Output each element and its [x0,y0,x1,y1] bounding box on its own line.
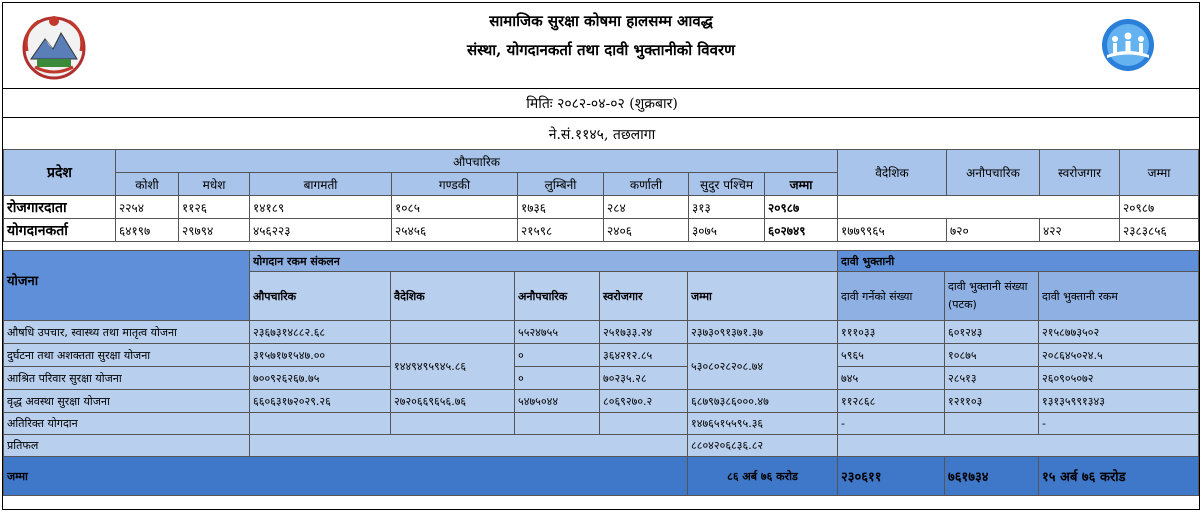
total-claim-times: ७६१७३४ [945,457,1039,496]
cell: - [838,413,945,435]
cell: २३८३८५६ [1120,219,1199,242]
cell: ३१३ [689,196,765,219]
cell: २७२०६६९६५६.७६ [391,390,515,413]
cell: २३६७३१४८८२.६८ [250,321,391,344]
col-group-claim: दावी भुक्तानी [838,251,1199,272]
col-informal: अनौपचारिक [947,150,1040,196]
cell: २१५९८ [518,219,604,242]
summary-table [3,149,1199,242]
cell: ११२८६८ [838,390,945,413]
scheme-label: औषधि उपचार, स्वास्थ्य तथा मातृत्व योजना [4,321,250,344]
cell: ० [515,367,600,390]
col-province: कर्णाली [604,173,689,196]
cell: ४५६२२३ [250,219,392,242]
cell: ६८७९७३८६०००.४७ [688,390,838,413]
cell-merged: ५३०८०२८२०८.७४ [688,344,838,390]
cell: १७३६ [518,196,604,219]
cell [391,413,515,435]
cell: ३०७५ [689,219,765,242]
col-self-employed: स्वरोजगार [600,272,688,321]
cell: ० [515,344,600,367]
cell: १०८७५ [945,344,1039,367]
col-pradesh: प्रदेश [4,150,116,196]
cell: ७००९२६२६७.७५ [250,367,391,390]
cell: २५४५६ [392,219,518,242]
cell: ७२० [947,219,1040,242]
col-self-employed: स्वरोजगार [1040,150,1120,196]
total-row [4,457,1199,496]
cell [250,413,391,435]
cell [600,413,688,435]
cell [515,413,600,435]
col-claim-count: दावी गर्नेको संख्या [838,272,945,321]
report-date: मितिः २०८२-०४-०२ (शुक्रबार) [526,96,678,112]
col-foreign: वैदेशिक [391,272,515,321]
cell: ८०६९२७०.२ [600,390,688,413]
table-row [4,413,1199,435]
cell: १४१८९ [250,196,392,219]
table-row [4,390,1199,413]
total-label: जम्मा [4,457,688,496]
cell: १०८५ [392,196,518,219]
cell-merged: १४४९४९५९४५.८६ [391,344,515,390]
cell: ५५२४७५५ [515,321,600,344]
scheme-label: अतिरिक्त योगदान [4,413,250,435]
scheme-table [3,250,1199,496]
cell: २८५१३ [945,367,1039,390]
scheme-label: वृद्ध अवस्था सुरक्षा योजना [4,390,250,413]
divider [3,117,1199,118]
cell: ३६४२१२.८५ [600,344,688,367]
col-total: जम्मा [1120,150,1199,196]
col-province: कोशी [116,173,179,196]
table-row [4,196,1199,219]
cell: ६०१२४३ [945,321,1039,344]
cell: ८८०४२०६८३६.८२ [688,435,838,457]
col-province: मधेश [179,173,250,196]
cell: २१५८७७३५०२ [1039,321,1199,344]
cell: १११०३३ [838,321,945,344]
total-collection: ८६ अर्ब ७६ करोड [688,457,838,496]
table-row [4,344,1199,367]
table-row [4,435,1199,457]
cell: २०९८७ [765,196,838,219]
cell: ४२२ [1040,219,1120,242]
cell [250,435,688,457]
cell: ५९६५ [838,344,945,367]
row-label: योगदानकर्ता [4,219,116,242]
cell: ६६०६३१७२०२९.२६ [250,390,391,413]
cell [391,321,515,344]
cell: १७७९९६५ [838,219,947,242]
cell [945,413,1039,435]
col-formal: औपचारिक [250,272,391,321]
col-claim-amount: दावी भुक्तानी रकम [1039,272,1199,321]
col-province: लुम्बिनी [518,173,604,196]
cell: २०८६४५०२४.५ [1039,344,1199,367]
cell: ६०२७४९ [765,219,838,242]
cell: २०९८७ [1120,196,1199,219]
col-group-collection: योगदान रकम संकलन [250,251,838,272]
cell: १३१३५९९१३४३ [1039,390,1199,413]
col-province: बागमती [250,173,392,196]
total-claim-amount: १५ अर्ब ७६ करोड [1039,457,1199,496]
cell: ५४७५०४४ [515,390,600,413]
col-informal: अनौपचारिक [515,272,600,321]
cell: २४०६ [604,219,689,242]
cell [838,435,1199,457]
cell: ३१५७१७१५४७.०० [250,344,391,367]
cell: २५१७३३.२४ [600,321,688,344]
scheme-label: आश्रित परिवार सुरक्षा योजना [4,367,250,390]
row-label: रोजगारदाता [4,196,116,219]
cell: २३७३०९१३७१.३७ [688,321,838,344]
total-claim-count: २३०६११ [838,457,945,496]
col-foreign: वैदेशिक [838,150,947,196]
report-title-line1: सामाजिक सुरक्षा कोषमा हालसम्म आवद्ध [489,12,713,30]
cell: २६०९०५०७२ [1039,367,1199,390]
col-scheme: योजना [4,251,250,321]
report-title-line2: संस्था, योगदानकर्ता तथा दावी भुक्तानीको विवरण [467,41,735,59]
nepal-sambat-date: ने.सं.११४५, तछलागा [548,127,656,143]
cell: ७४५ [838,367,945,390]
table-row [4,367,1199,390]
ssf-logo [1093,17,1163,73]
col-formal-total: जम्मा [765,173,838,196]
col-province: गण्डकी [392,173,518,196]
cell: २२५४ [116,196,179,219]
col-province: सुदुर पश्चिम [689,173,765,196]
col-group-formal: औपचारिक [116,150,838,173]
scheme-label: दुर्घटना तथा अशक्तता सुरक्षा योजना [4,344,250,367]
cell: १२११०३ [945,390,1039,413]
col-total: जम्मा [688,272,838,321]
cell: १४७६५१५५९५.३६ [688,413,838,435]
cell: २९७९४ [179,219,250,242]
cell: ६४१९७ [116,219,179,242]
cell: - [1039,413,1199,435]
col-claim-times: दावी भुक्तानी संख्या (पटक) [945,272,1039,321]
table-row [4,321,1199,344]
table-row [4,219,1199,242]
scheme-label: प्रतिफल [4,435,250,457]
report-header [3,3,1199,89]
cell: २८४ [604,196,689,219]
cell: ७०२३५.२८ [600,367,688,390]
cell [838,196,1120,219]
cell: ११२६ [179,196,250,219]
